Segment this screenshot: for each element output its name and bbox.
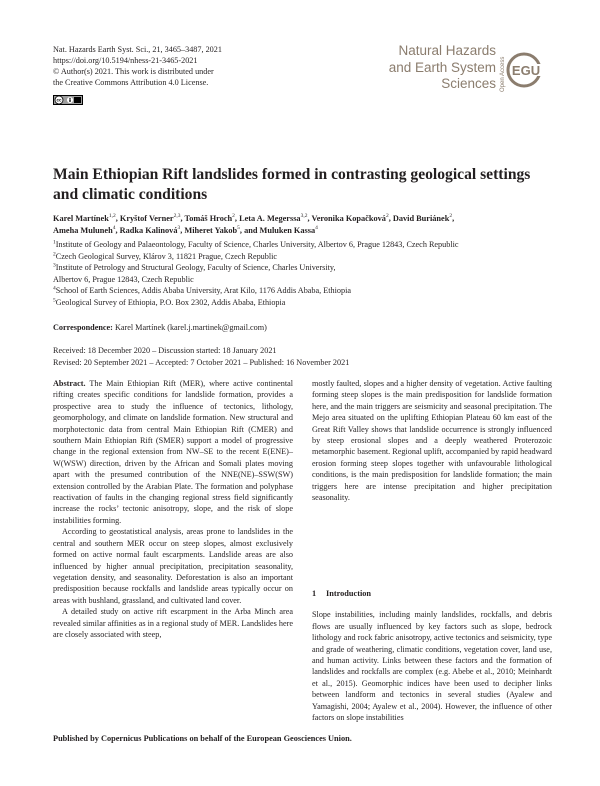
section-heading [312, 588, 552, 599]
author-affiliation: 3 [177, 225, 181, 232]
affiliation-number: 3 [53, 262, 56, 269]
author-separator: , [307, 214, 312, 223]
open-access-text: Open Access [500, 56, 506, 92]
author-affiliation: 4 [315, 225, 318, 232]
affiliation-text: Institute of Petrology and Structural Geology, Faculty of Science, Charles University, [55, 263, 336, 272]
introduction-section [312, 588, 552, 723]
author-name: Kryštof Verner [119, 214, 174, 223]
section-number: 1 [312, 589, 317, 598]
author-separator: , [452, 214, 455, 223]
affiliation-text: School of Earth Sciences, Addis Ababa University, Arat Kilo, 1176 Addis Ababa, Ethiopia [55, 286, 351, 295]
author-affiliation: 2 [385, 213, 389, 220]
abstract-paragraph: mostly faulted, slopes and a higher density of vegetation. Active faulting forming steep slopes is the main predisposition for landslide formation here, and the main triggers are seismicity and seasonal precipitation. The Mejo area situated on the uplifting Ethiopian Plateau 60 km east of the Great Rift Valley shows that landslide occurrence is strongly influenced by steep erosional slopes and a deeply weathered Proterozoic metamorphic basement. Regional uplift, accompanied by rapid headward erosion forming steep slopes together with unfavourable lithological conditions, is the main predisposition for landslide formation; the main triggers here are intense precipitation and higher precipitation seasonality. [312, 379, 552, 503]
author-name: Karel Martínek [53, 214, 109, 223]
affiliation-number: 2 [53, 250, 56, 257]
article-dates [53, 345, 553, 368]
abstract-label: Abstract. [53, 379, 86, 388]
affiliation-number: 4 [53, 285, 56, 292]
author-name: Radka Kalinová [119, 226, 178, 235]
abstract-paragraph: According to geostatistical analysis, areas prone to landslides in the central and southern MER occur on steep slopes, almost exclusively formed on active normal fault escarpments. Landslide areas are also influenced by higher annual precipitation, precipitation seasonality, vegetation density, and seasonality. Deforestation is also an important predisposition because rockfalls and landslide areas typically occur on areas with bushland, grassland, and cultivated land cover. [53, 527, 293, 605]
section-title: Introduction [326, 589, 372, 598]
author-affiliation: 5 [237, 225, 240, 232]
article-title: Main Ethiopian Rift landslides formed in contrasting geological settings and climatic conditions [53, 166, 531, 203]
affiliation-item [53, 285, 553, 297]
author-separator: , [115, 226, 120, 235]
journal-name-line: and Earth System [388, 59, 496, 75]
egu-logo [506, 52, 546, 88]
affiliation-number: 5 [53, 296, 56, 303]
journal-name-line: Natural Hazards [398, 43, 496, 58]
affiliation-item [53, 262, 553, 274]
abstract-column-left [53, 378, 293, 640]
affiliation-item [53, 251, 553, 263]
author-name: Miheret Yakob [184, 226, 238, 235]
introduction-paragraph: Slope instabilities, including mainly landslides, rockfalls, and debris flows are usually influenced by key factors such as slope, bedrock lithology and rock fabric anisotropy, active tectonics and seismicity, type and grade of weathering, climatic conditions, vegetation cover, land use, and human activity. Links between these factors and the formation of landslides and rockfalls are complex (e.g. Abebe et al., 2010; Meinhardt et al., 2015). Geomorphic indices have been used to decipher links between landform and tectonics in several studies (Ayalew and Yamagishi, 2004; Ayalew et al., 2004). However, the influence of other factors on slope instabilities [312, 610, 552, 723]
author-name: Ameha Muluneh [53, 226, 113, 235]
correspondence-email[interactable]: Karel Martínek (karel.j.martinek@gmail.com) [114, 323, 267, 332]
affiliation-text: Czech Geological Survey, Klárov 3, 11821 Prague, Czech Republic [55, 251, 278, 261]
citation-doi[interactable]: https://doi.org/10.5194/nhess-21-3465-2021 [53, 56, 198, 65]
cc-by-license-icon[interactable] [53, 95, 83, 105]
journal-name-line: Sciences [441, 76, 496, 91]
citation-copyright: © Author(s) 2021. This work is distributed under [53, 67, 214, 76]
citation-block [53, 44, 222, 88]
author-name: David Buriánek [392, 214, 450, 223]
author-affiliation: 4 [112, 225, 116, 232]
affiliation-item [53, 239, 553, 251]
author-separator: , and [239, 226, 260, 235]
author-list [53, 213, 553, 237]
author-affiliation: 1,2 [108, 213, 116, 220]
author-name: Muluken Kassa [259, 226, 316, 235]
abstract-paragraph: A detailed study on active rift escarpment in the Arba Minch area revealed similar affinities as in a regional study of MER. Landslides here are closely associated with steep, [53, 607, 293, 639]
publisher-footer: Published by Copernicus Publications on behalf of the European Geosciences Union. [53, 734, 352, 743]
author-separator: , [180, 226, 185, 235]
affiliation-list [53, 239, 553, 308]
citation-journal: Nat. Hazards Earth Syst. Sci., 21, 3465–3487, 2021 [53, 45, 222, 54]
author-affiliation: 2,3 [173, 213, 181, 220]
author-name: Veronika Kopačková [311, 214, 386, 223]
author-name: Tomáš Hroch [184, 214, 233, 223]
affiliation-text: Institute of Geology and Palaeontology, Faculty of Science, Charles University, Albertov 6, Prague 12843, Czech Republic [55, 240, 459, 249]
author-affiliation: 2 [449, 213, 453, 220]
correspondence [53, 323, 267, 332]
author-affiliation: 3,2 [300, 213, 308, 220]
author-separator: , [234, 214, 240, 223]
correspondence-label: Correspondence: [53, 323, 113, 332]
affiliation-continuation: Albertov 6, Prague 12843, Czech Republic [53, 274, 194, 284]
author-separator: , [115, 214, 120, 223]
dates-published: Revised: 20 September 2021 – Accepted: 7 October 2021 – Published: 16 November 2021 [53, 357, 350, 367]
author-name: Leta A. Megerssa [239, 214, 301, 223]
author-separator: , [180, 214, 185, 223]
abstract-paragraph [53, 378, 293, 526]
affiliation-number: 1 [53, 239, 56, 246]
citation-license: the Creative Commons Attribution 4.0 License. [53, 78, 209, 87]
dates-received: Received: 18 December 2020 – Discussion started: 18 January 2021 [53, 346, 277, 355]
affiliation-text: Geological Survey of Ethiopia, P.O. Box 2302, Addis Ababa, Ethiopia [55, 297, 286, 307]
egu-logo-text: EGU [511, 63, 541, 78]
author-separator: , [388, 214, 393, 223]
author-affiliation: 2 [232, 213, 235, 220]
abstract-column-right [312, 378, 552, 503]
cc-badge-text: cc [56, 97, 62, 103]
journal-name [386, 43, 496, 93]
abstract-text: The Main Ethiopian Rift (MER), where active continental rifting creates specific conditions for landslide formation, provides a prospective area to study the influence of tectonics, lithology, geomorphology, and climate on landslide formation. New structural and morphotectonic data from central Main Ethiopian Rift (CMER) and southern Main Ethiopian Rift (SMER) support a model of progressive change in the regional extension from NW–SE to the recent E(ENE)–W(WSW) direction, driven by the African and Somali plates moving apart with the presumed contribution of the NNE(NE)–SSW(SW) extension controlled by the Arabian Plate. The formation and polyphase reactivation of faults in the changing regional stress field significantly increase the rocks’ tectonic anisotropy, slope, and the risk of slope instabilities forming. [53, 379, 293, 525]
affiliation-item [53, 297, 553, 309]
